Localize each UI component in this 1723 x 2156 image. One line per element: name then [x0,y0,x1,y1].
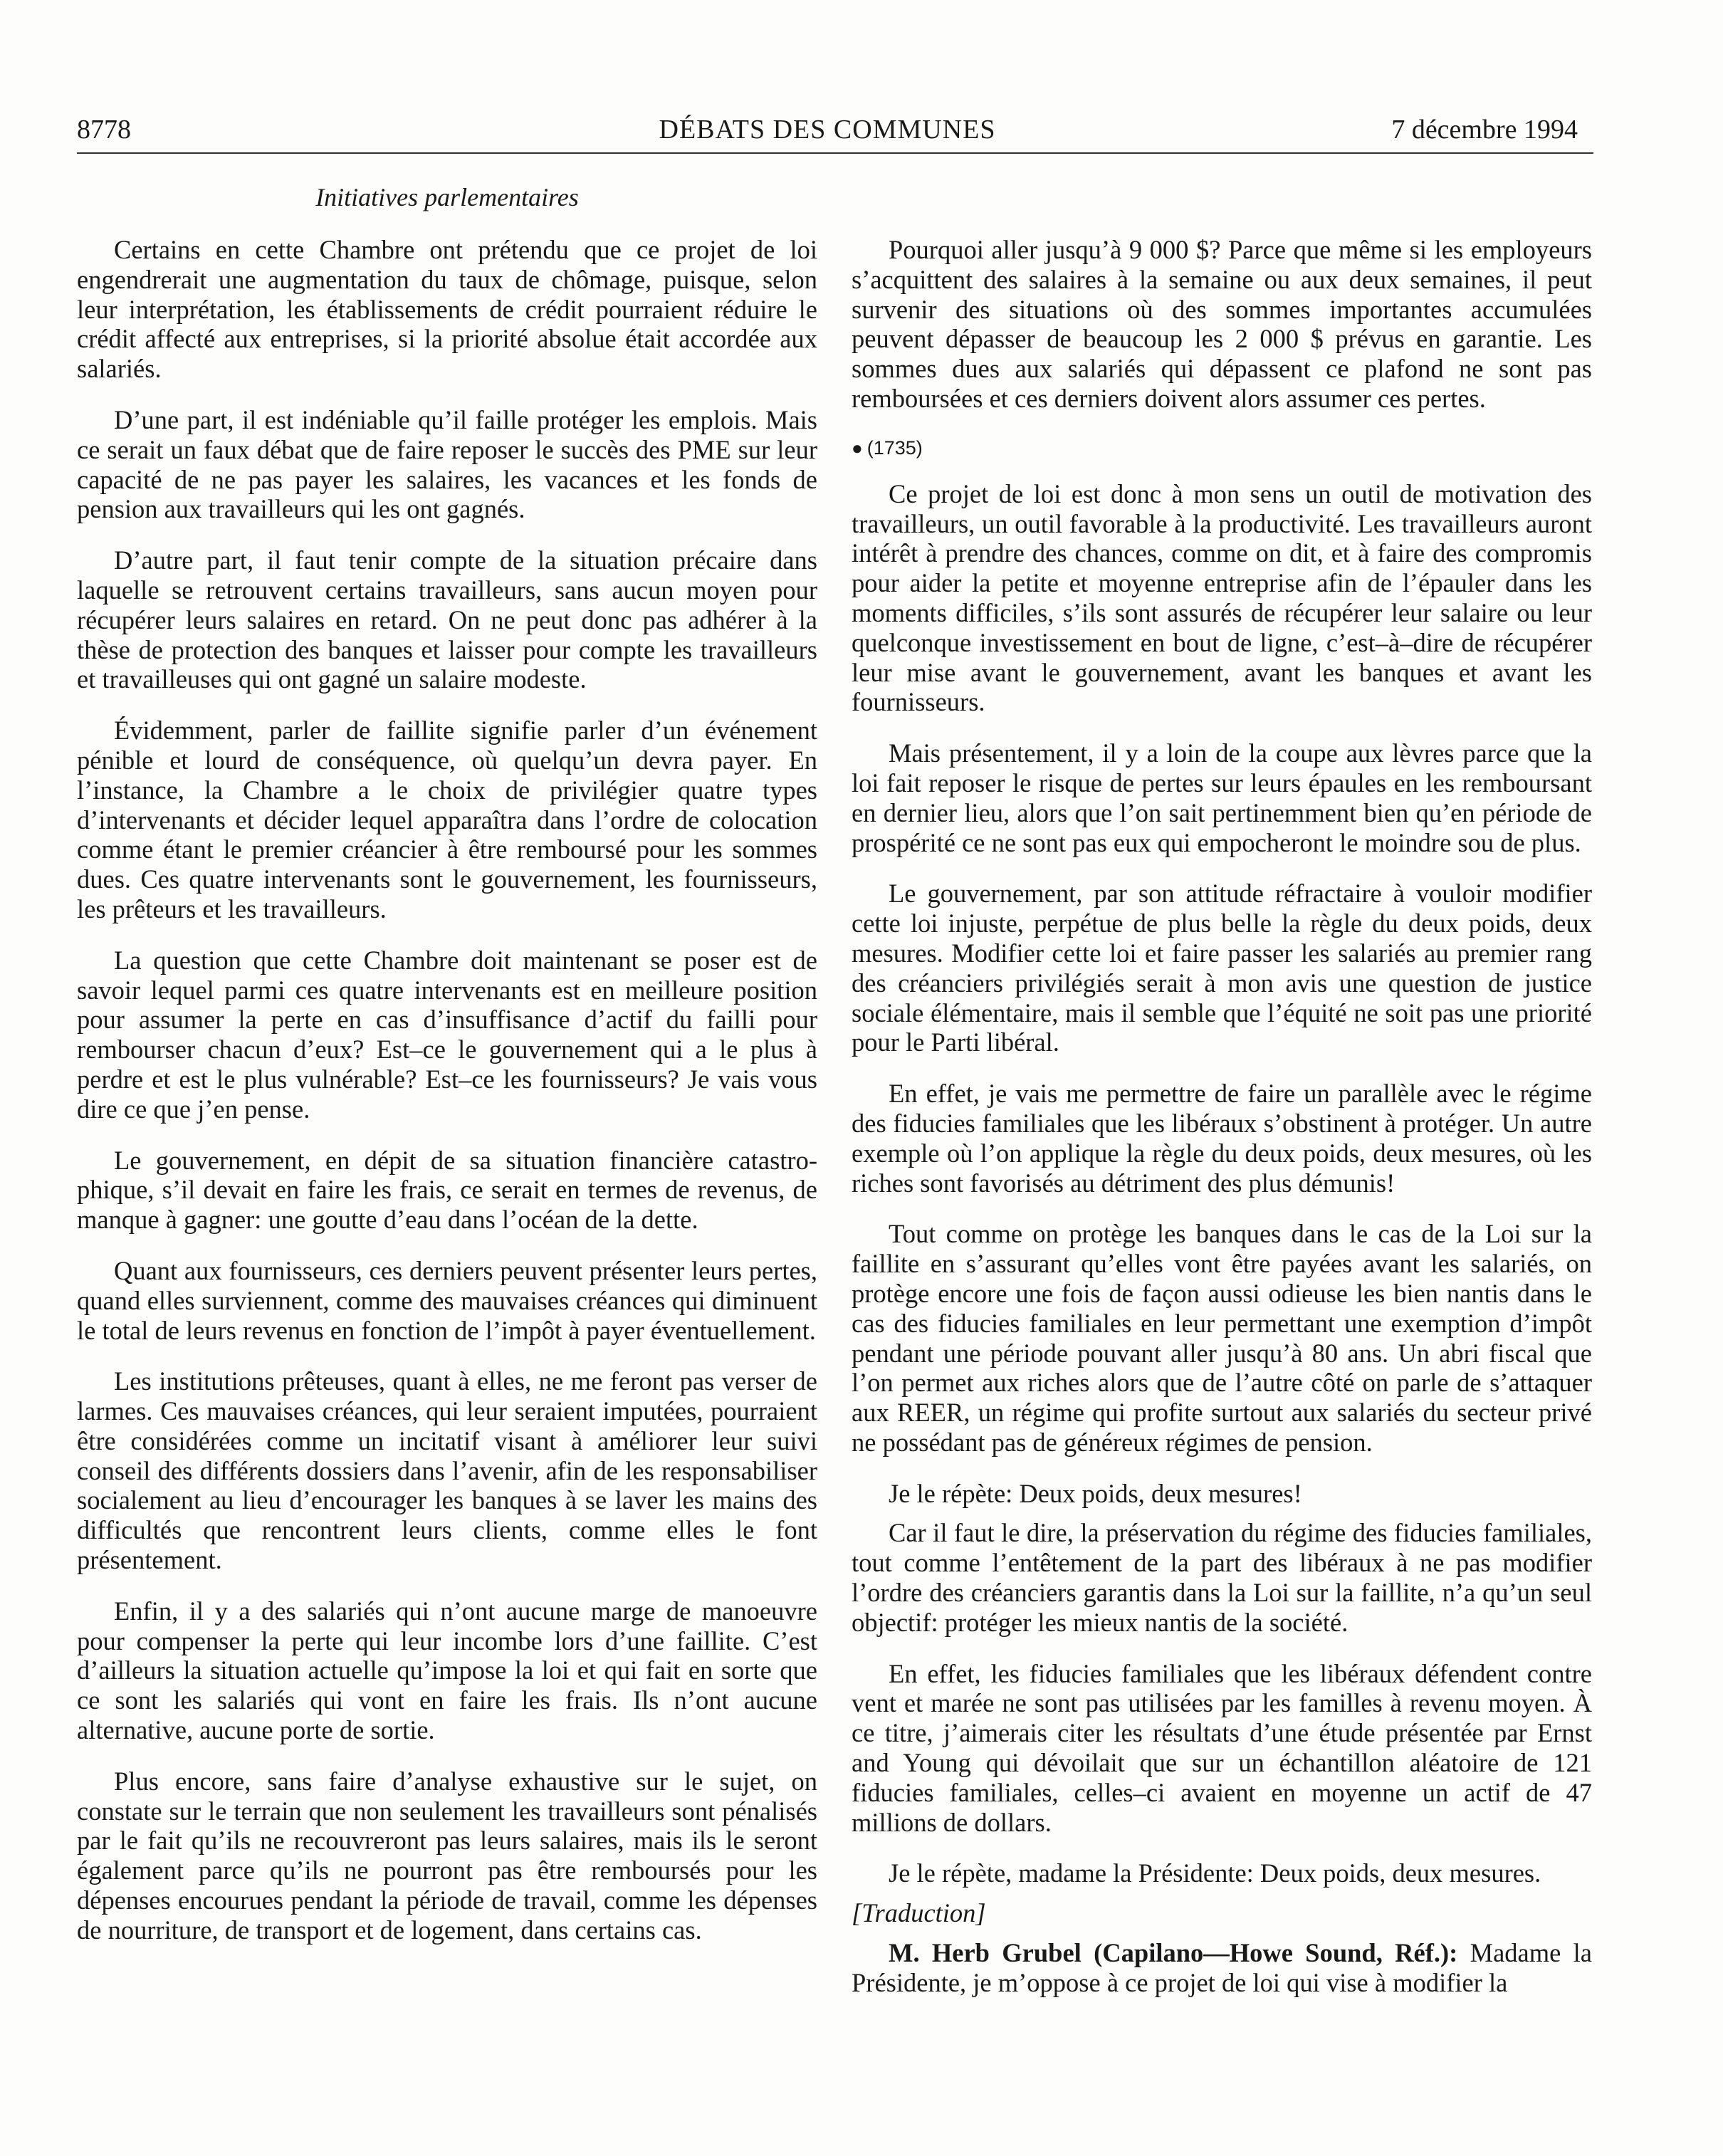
paragraph: Je le répète: Deux poids, deux mesures! [889,1478,1302,1508]
paragraph: Ce projet de loi est donc à mon sens un outil de motivation des travailleurs, un outil favorable à la productivité. Les travailleurs auront intérêt à prendre des chances, comme on dit, et à faire des compromis pour aider la petite et moyenne entreprise afin de l’épauler dans les moments difficiles, s’ils sont assurés de récupérer leur salaire ou leur quelconque investissement en bout de ligne, c’est–à–dire de récupérer leur mise avant le gouvernement, avant les banques et avant les fournisseurs. [852,478,1592,717]
paragraph: La question que cette Chambre doit maintenant se poser est de savoir lequel parmi ces quatre intervenants est en meilleure position pour assumer la perte en cas d’insuffisance d’actif du failli pour rembourser chacun d’eux? Est–ce le gouvernement qui a le plus à perdre et est le plus vulnérable? Est–ce les fournisseurs? Je vais vous dire ce que j’en pense. [77,945,817,1124]
publication-title: DÉBATS DES COMMUNES [659,115,996,145]
page-header [77,108,1578,151]
paragraph: Enfin, il y a des salariés qui n’ont aucune marge de manoeuvre pour compenser la perte qui leur incombe lors d’une faillite. C’est d’ailleurs la situation actuelle qu’impose la loi et qui fait en sorte que ce sont les salariés qui vont en faire les frais. Ils n’ont aucune alternative, aucune porte de sortie. [77,1596,817,1745]
bullet-icon: ● [852,436,863,459]
paragraph: Plus encore, sans faire d’analyse exhaustive sur le sujet, on constate sur le terrain que non seulement les travailleurs sont pénalisés par le fait qu’ils ne recouvreront pas leurs salaires, mais ils le seront également parce qu’ils ne pourront pas être remboursés pour les dépenses encourues pendant la période de travail, comme les dépenses de nourriture, de transport et de logement, dans certains cas. [77,1766,817,1945]
time-marker-label: (1735) [866,436,923,459]
paragraph: En effet, je vais me permettre de faire un parallèle avec le régime des fiducies familiales que les libéraux s’obstinent à protéger. Un autre exemple où l’on applique la règle du deux poids, deux mesures, où les riches sont favorisés au détriment des plus démunis! [852,1079,1592,1198]
paragraph: Tout comme on protège les banques dans le cas de la Loi sur la faillite en s’assurant qu’elles vont être payées avant les salariés, on protège encore une fois de façon aussi odieuse les bien nantis dans le cas des fiducies familiales en leur permettant une exemption d’impôt pendant une période pouvant aller jusqu’à 80 ans. Un abri fiscal que l’on permet aux riches alors que de l’autre côté on parle de s’attaquer aux REER, un régime qui profite surtout aux salariés du secteur privé ne possédant pas de généreux régimes de pension. [852,1219,1592,1457]
header-rule [77,152,1593,154]
paragraph: Le gouvernement, en dépit de sa situation financière catastrophique, s’il devait en faire les frais, ce serait en termes de revenus, de manque à gagner: une goutte d’eau dans l’océan de la dette. [77,1145,817,1235]
paragraph: Pourquoi aller jusqu’à 9 000 $? Parce que même si les employeurs s’acquittent des salaires à la semaine ou aux deux semaines, il peut survenir des situations où des sommes importantes accumulées peuvent dépasser de beaucoup les 2 000 $ prévus en garantie. Les sommes dues aux salariés qui dépassent ce plafond ne sont pas remboursées et ces derniers doivent alors assumer ces pertes. [852,235,1592,413]
paragraph: Évidemment, parler de faillite signifie parler d’un événement pénible et lourd de conséquence, où quelqu’un devra payer. En l’instance, la Chambre a le choix de privilégier quatre types d’intervenants et décider lequel apparaîtra dans l’ordre de colocation comme étant le premier créancier à être remboursé pour les sommes dues. Ces quatre intervenants sont le gouvernement, les fournisseurs, les prêteurs et les travailleurs. [77,716,817,923]
left-column [77,235,817,1967]
paragraph: Je le répète, madame la Présidente: Deux poids, deux mesures. [889,1858,1541,1888]
header-date: 7 décembre 1994 [1391,115,1578,145]
paragraph: En effet, les fiducies familiales que les libéraux défendent contre vent et marée ne sont pas utilisées par les familles à revenu moyen. À ce titre, j’aimerais citer les résultats d’une étude présentée par Ernst and Young qui dévoilait que sur un échantillon aléatoire de 121 fiducies familiales, celles–ci avaient en moyenne un actif de 47 millions de dollars. [852,1658,1592,1837]
translation-note: [Traduction] [852,1898,986,1928]
section-title: Initiatives parlementaires [315,183,579,211]
paragraph: Certains en cette Chambre ont prétendu que ce projet de loi engendrerait une augmentation du taux de chômage, puisque, selon leur interprétation, les établissements de crédit pourraient réduire le crédit affecté aux entreprises, si la priorité absolue était accordée aux salariés. [77,235,817,384]
speaker-paragraph [852,1938,1592,1998]
time-marker [852,435,1592,461]
paragraph: Le gouvernement, par son attitude réfractaire à vouloir modifier cette loi injuste, perpétue de plus belle la règle du deux poids, deux mesures. Modifier cette loi et faire passer les salariés au premier rang des créanciers privilégiés serait à mon avis une question de justice sociale élémentaire, mais il semble que l’équité ne soit pas une priorité pour le Parti libéral. [852,879,1592,1057]
speaker-text: Madame la Présidente, je m’oppose à ce projet de loi qui vise à modifier la [852,1938,1592,1997]
paragraph: Quant aux fournisseurs, ces derniers peuvent présenter leurs pertes, quand elles surviennent, comme des mauvaises créances qui diminuent le total de leurs revenus en fonction de l’impôt à payer éventuellement. [77,1255,817,1345]
paragraph: D’autre part, il faut tenir compte de la situation précaire dans laquelle se retrouvent certains travailleurs, sans aucun moyen pour récupérer leurs salaires en retard. On ne peut donc pas adhérer à la thèse de protection des banques et laisser pour compte les travailleurs et travailleuses qui ont gagné un salaire modeste. [77,545,817,694]
paragraph: Car il faut le dire, la préservation du régime des fiducies familiales, tout comme l’entêtement de la part des libéraux à ne pas modifier l’ordre des créanciers garantis dans la Loi sur la faillite, n’a qu’un seul objectif: protéger les mieux nantis de la société. [852,1518,1592,1637]
paragraph: Les institutions prêteuses, quant à elles, ne me feront pas verser de larmes. Ces mauvaises créances, qui leur seraient imputées, pourraient être considérées comme un incitatif visant à améliorer leur suivi conseil des différents dossiers dans l’avenir, afin de les responsabiliser socialement au lieu d’encourager les banques à se laver les mains des difficultés que rencontrent leurs clients, comme elles le font présentement. [77,1366,817,1575]
page-number: 8778 [77,115,131,145]
speaker-name: M. Herb Grubel (Capilano—Howe Sound, Réf.): [889,1938,1458,1968]
paragraph: Mais présentement, il y a loin de la coupe aux lèvres parce que la loi fait reposer le risque de pertes sur leurs épaules en les remboursant en dernier lieu, alors que l’on sait pertinemment bien qu’en période de prospérité ce ne sont pas eux qui empocheront le moindre sou de plus. [852,738,1592,857]
right-column [852,235,1592,2019]
paragraph: D’une part, il est indéniable qu’il faille protéger les emplois. Mais ce serait un faux débat que de faire reposer le succès des PME sur leur capacité de ne pas payer les salaires, les vacances et les fonds de pension aux travailleurs qui les ont gagnés. [77,404,817,524]
